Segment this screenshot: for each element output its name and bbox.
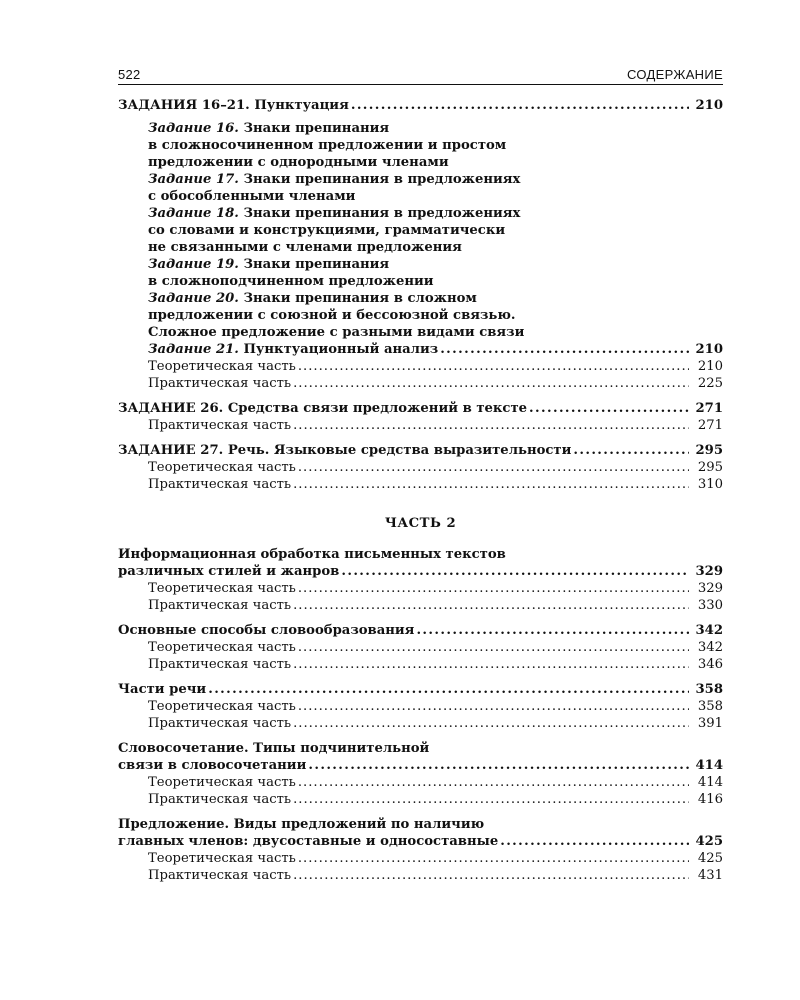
- task-number: Задание 18.: [148, 206, 239, 221]
- task-line: [148, 256, 723, 273]
- task-text: со словами и конструкциями, грамматически: [148, 223, 506, 238]
- toc-entry-line: Предложение. Виды предложений по наличию: [118, 817, 485, 832]
- toc-entry-phrase: связи в словосочетании . . . 414: [118, 757, 723, 774]
- toc-entry-parts-of-speech: Части речи . . . 358: [118, 681, 723, 698]
- toc-entry-task-27: ЗАДАНИЕ 27. Речь. Языковые средства выразительности . . . 295: [118, 442, 723, 459]
- task-line: [148, 290, 723, 307]
- toc-entry-theory: Теоретическая часть . . . 295: [118, 459, 723, 476]
- toc-entry-practice: Практическая часть . . . 225: [118, 375, 723, 392]
- part-heading: ЧАСТЬ 2: [384, 516, 457, 531]
- toc-entry-practice: Практическая часть . . . 346: [118, 656, 723, 673]
- toc-entry-theory: Теоретическая часть . . . 358: [118, 698, 723, 715]
- toc-entry-theory: Теоретическая часть . . . 342: [118, 639, 723, 656]
- toc-entry-word-formation: Основные способы словообразования . . . 342: [118, 622, 723, 639]
- task-line: [148, 120, 723, 137]
- toc-entry-theory: Теоретическая часть . . . 414: [118, 774, 723, 791]
- toc-entry-line: Словосочетание. Типы подчинительной: [118, 741, 430, 756]
- task-text: Знаки препинания в предложениях: [238, 172, 521, 187]
- task-text: Знаки препинания в сложном: [238, 291, 477, 306]
- toc-entry-practice: Практическая часть . . . 271: [118, 417, 723, 434]
- toc-entry-practice: Практическая часть . . . 391: [118, 715, 723, 732]
- task-line: [148, 324, 723, 341]
- task-text: не связанными с членами предложения: [148, 240, 462, 255]
- task-number: Задание 19.: [148, 257, 239, 272]
- toc-entry-theory: Теоретическая часть . . . 210: [118, 358, 723, 375]
- toc-entry-tasks-16-21: ЗАДАНИЯ 16–21. Пунктуация . . . 210: [118, 97, 723, 114]
- task-line: [148, 239, 723, 256]
- toc-entry-theory: Теоретическая часть . . . 425: [118, 850, 723, 867]
- task-line: [148, 188, 723, 205]
- task-list-16-20: [118, 120, 723, 341]
- toc-entry-task-26: ЗАДАНИЕ 26. Средства связи предложений в тексте . . . 271: [118, 400, 723, 417]
- task-line: [148, 307, 723, 324]
- running-title: СОДЕРЖАНИЕ: [626, 67, 723, 82]
- task-text: предложении с однородными членами: [148, 155, 449, 170]
- table-of-contents: [118, 97, 723, 884]
- task-text: Знаки препинания: [238, 121, 390, 136]
- toc-entry-info-processing: различных стилей и жанров . . . 329: [118, 563, 723, 580]
- header-rule: [118, 84, 723, 85]
- page-number: 522: [118, 67, 141, 82]
- task-text: в сложносочиненном предложении и простом: [148, 138, 507, 153]
- toc-entry-practice: Практическая часть . . . 431: [118, 867, 723, 884]
- page: [118, 62, 723, 884]
- running-header: [118, 62, 723, 82]
- task-number: Задание 20.: [148, 291, 239, 306]
- task-line: [148, 137, 723, 154]
- task-text: Сложное предложение с разными видами связи: [148, 325, 525, 340]
- task-line: [148, 222, 723, 239]
- toc-entry-practice: Практическая часть . . . 416: [118, 791, 723, 808]
- task-line: [148, 171, 723, 188]
- toc-entry-practice: Практическая часть . . . 310: [118, 476, 723, 493]
- task-number: Задание 17.: [148, 172, 239, 187]
- toc-entry-line: Информационная обработка письменных текстов: [118, 547, 506, 562]
- toc-entry-sentence: главных членов: двусоставные и односоставные . . . 425: [118, 833, 723, 850]
- task-text: Знаки препинания: [238, 257, 390, 272]
- task-line: [148, 205, 723, 222]
- task-line: [148, 154, 723, 171]
- toc-entry-task-21: Задание 21. Пунктуационный анализ . . . 210: [118, 341, 723, 358]
- task-number: Задание 16.: [148, 121, 239, 136]
- task-text: предложении с союзной и бессоюзной связью.: [148, 308, 516, 323]
- task-line: [148, 273, 723, 290]
- task-text: с обособленными членами: [148, 189, 356, 204]
- task-text: Знаки препинания в предложениях: [238, 206, 521, 221]
- task-text: в сложноподчиненном предложении: [148, 274, 434, 289]
- toc-entry-practice: Практическая часть . . . 330: [118, 597, 723, 614]
- toc-entry-theory: Теоретическая часть . . . 329: [118, 580, 723, 597]
